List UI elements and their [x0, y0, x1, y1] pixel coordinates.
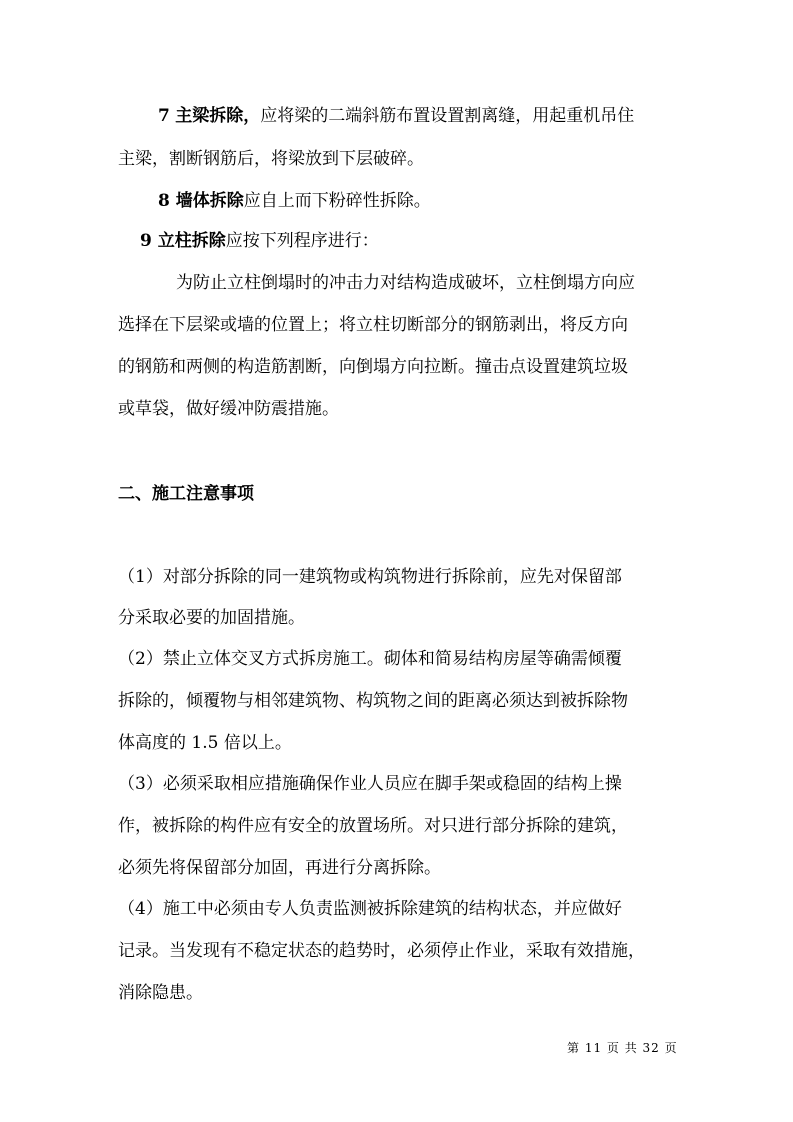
note-4-line1: （4）施工中必须由专人负责监测被拆除建筑的结构状态，并应做好 — [118, 899, 622, 919]
note-3-line3: 必须先将保留部分加固，再进行分离拆除。 — [118, 858, 441, 878]
item-7-text: 应将梁的二端斜筋布置设置割离缝，用起重机吊住 — [260, 106, 635, 126]
column-paragraph-line2: 选择在下层梁或墙的位置上；将立柱切断部分的钢筋剥出，将反方向 — [118, 315, 628, 335]
note-4-line3: 消除隐患。 — [118, 983, 203, 1003]
column-paragraph-line4: 或草袋，做好缓冲防震措施。 — [118, 399, 339, 419]
note-2-line3: 体高度的 1.5 倍以上。 — [118, 733, 292, 753]
item-8-text: 应自上而下粉碎性拆除。 — [243, 191, 431, 211]
note-3-line2: 作，被拆除的构件应有安全的放置场所。对只进行部分拆除的建筑， — [118, 816, 628, 836]
item-8-title: 8 墙体拆除 — [158, 191, 244, 211]
note-2-line1: （2）禁止立体交叉方式拆房施工。砌体和简易结构房屋等确需倾覆 — [118, 649, 622, 669]
page-number: 第 11 页 共 32 页 — [567, 1041, 678, 1055]
item-9 — [140, 230, 379, 252]
item-7-line1 — [158, 105, 634, 127]
note-3-line1: （3）必须采取相应措施确保作业人员应在脚手架或稳固的结构上操 — [118, 774, 622, 794]
note-4-line2: 记录。当发现有不稳定状态的趋势时，必须停止作业，采取有效措施， — [118, 941, 645, 961]
item-8 — [158, 190, 431, 212]
column-paragraph-line3: 的钢筋和两侧的构造筋割断，向倒塌方向拉断。撞击点设置建筑垃圾 — [118, 357, 628, 377]
item-7-number: 7 — [158, 106, 170, 126]
note-1-line2: 分采取必要的加固措施。 — [118, 608, 305, 628]
column-paragraph-line1: 为防止立柱倒塌时的冲击力对结构造成破坏，立柱倒塌方向应 — [176, 273, 635, 293]
item-9-title: 9 立柱拆除 — [140, 231, 226, 251]
note-2-line2: 拆除的，倾覆物与相邻建筑物、构筑物之间的距离必须达到被拆除物 — [118, 691, 628, 711]
section-heading: 二、施工注意事项 — [118, 484, 254, 504]
note-1-line1: （1）对部分拆除的同一建筑物或构筑物进行拆除前，应先对保留部 — [118, 567, 622, 587]
item-7-line2: 主梁，割断钢筋后，将梁放到下层破碎。 — [118, 149, 424, 169]
item-9-text: 应按下列程序进行： — [225, 231, 379, 251]
item-7-title: 主梁拆除， — [175, 106, 261, 126]
